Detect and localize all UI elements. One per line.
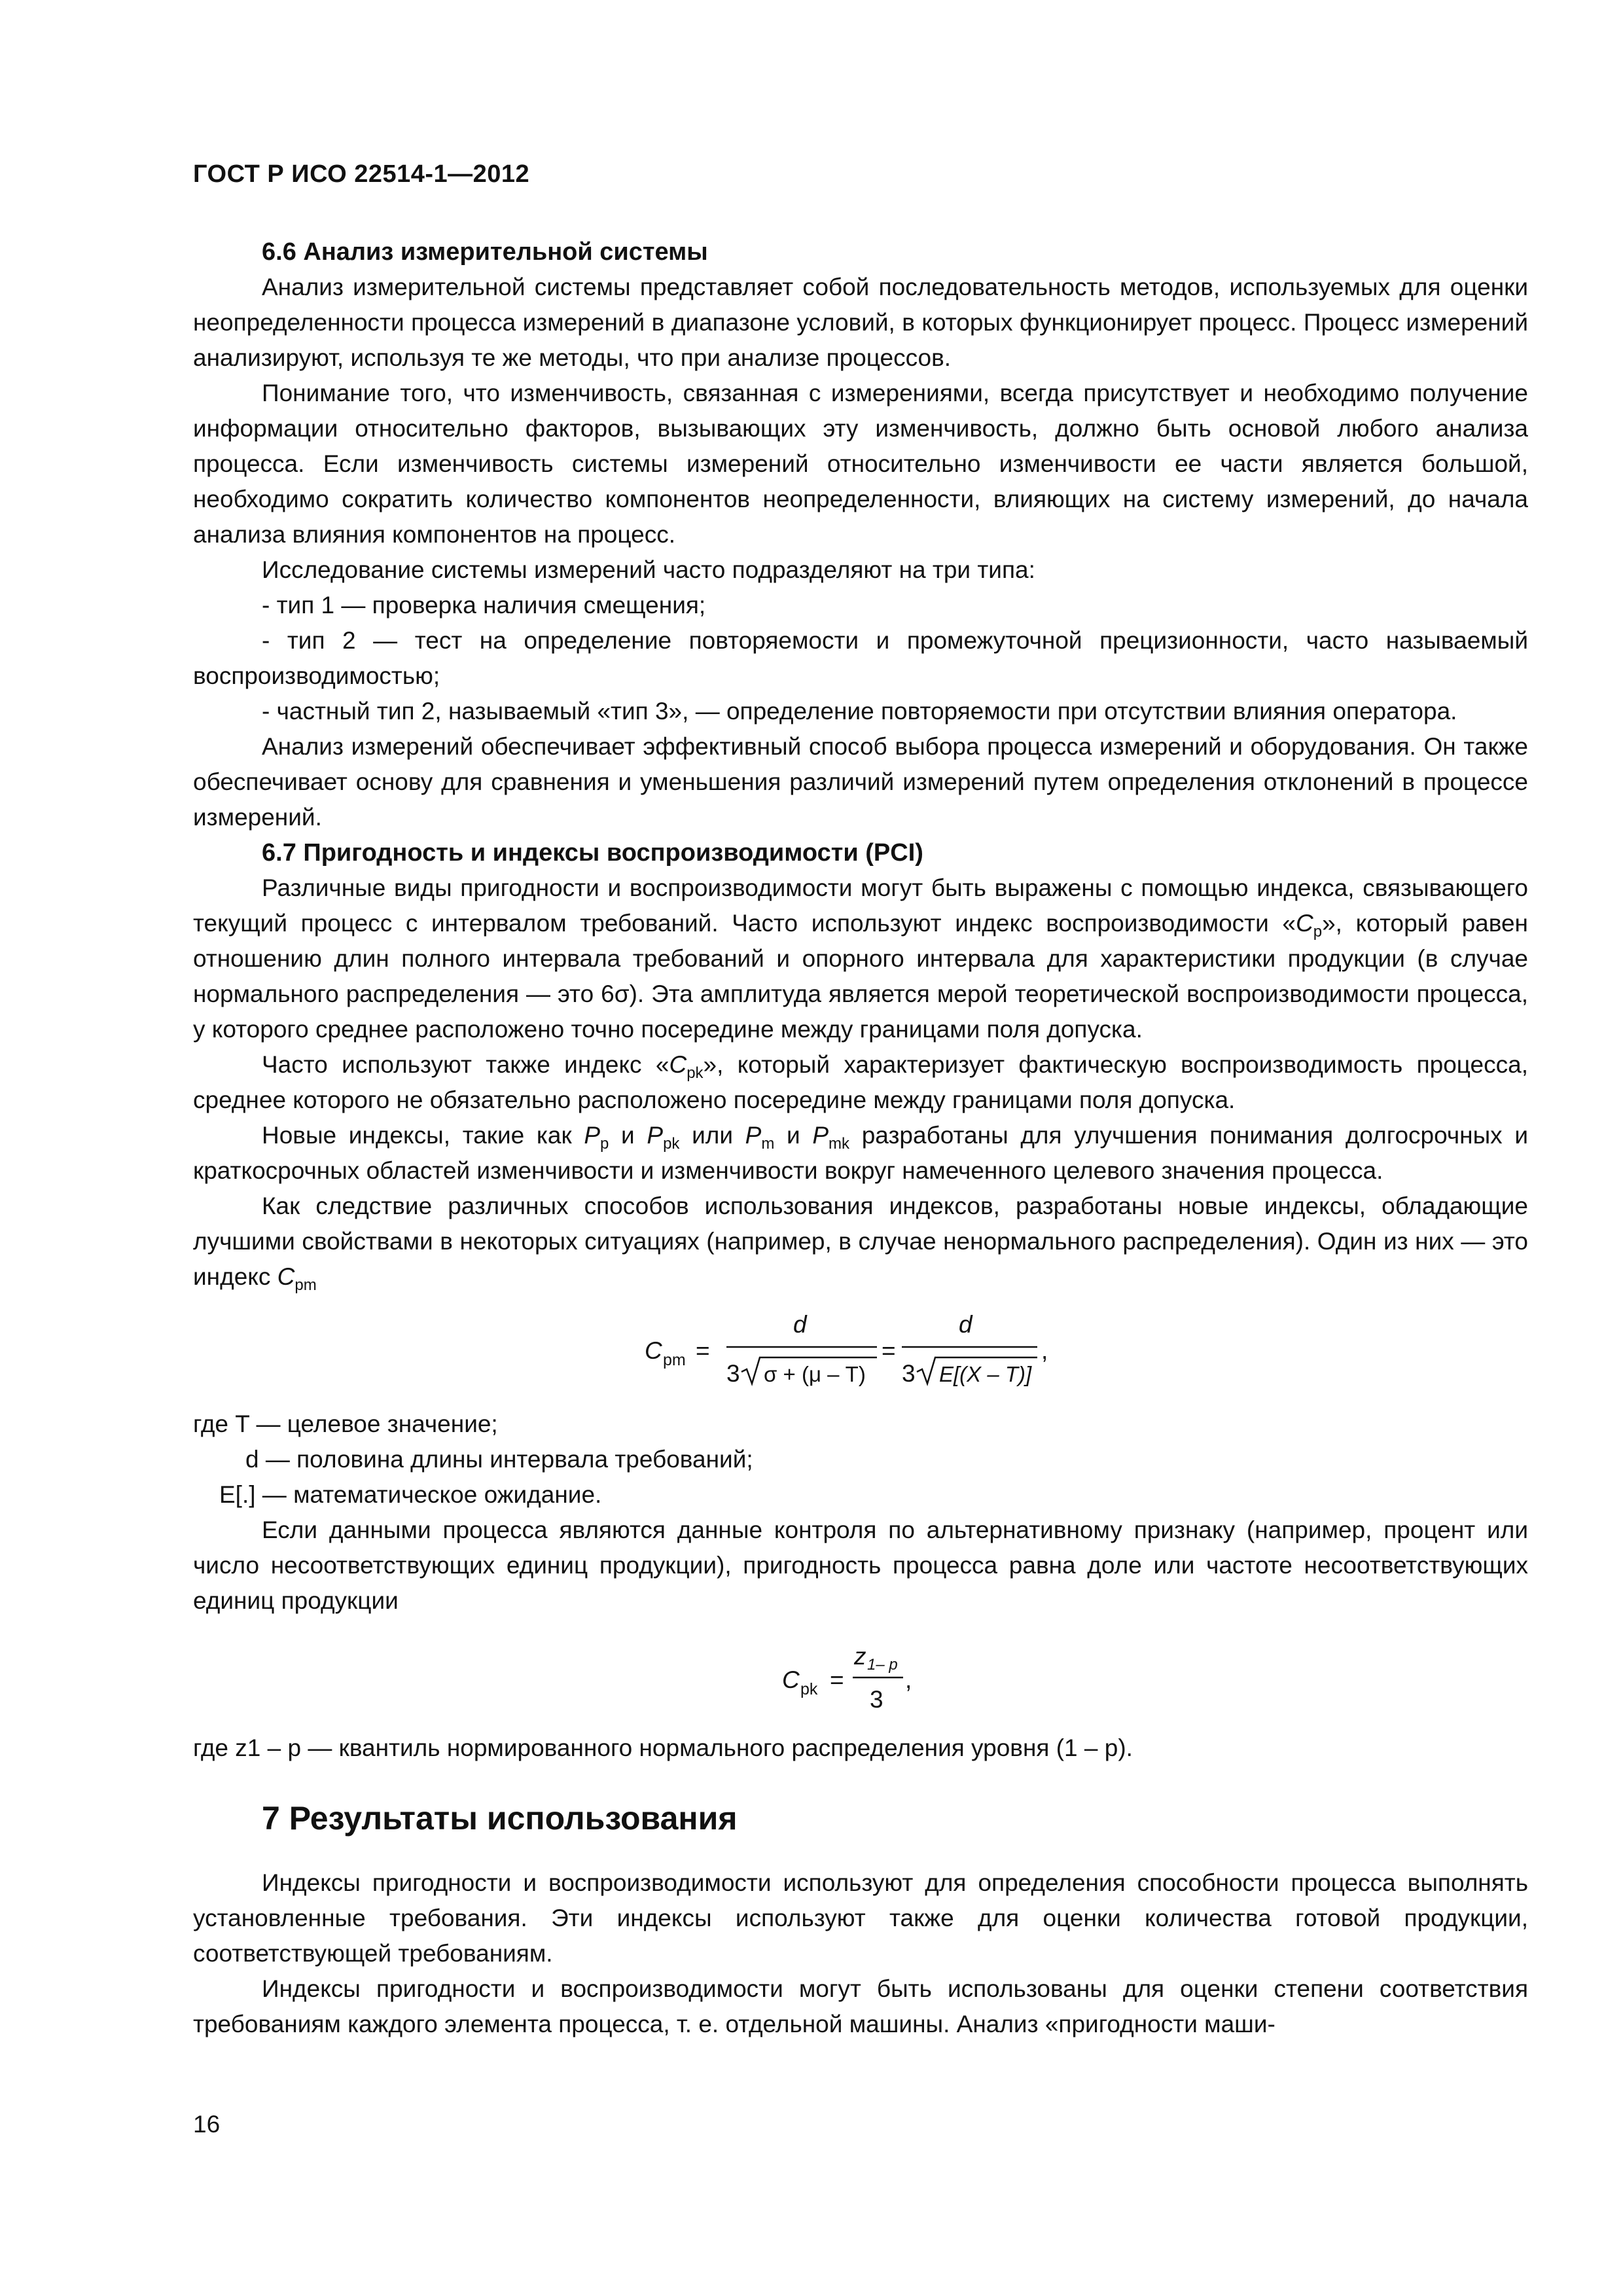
paragraph: Понимание того, что изменчивость, связанная с измерениями, всегда присутствует и необходимо получение информации относительно факторов, вызывающих эту изменчивость, должно быть основой любого анализа процесса. Если изменчивость системы измерений относительно изменчивости ее части является большой, необходимо сократить количество компонентов неопределенности, влияющих на систему измерений, до начала анализа влияния компонентов на процесс. <box>193 380 1528 548</box>
svg-text:σ + (μ – T): σ + (μ – T) <box>764 1362 866 1386</box>
definition-line: где z1 – p — квантиль нормированного нормального распределения уровня (1 – p). <box>193 1734 1133 1761</box>
paragraph: Индексы пригодности и воспроизводимости используют для определения способности процесса выполнять установленные требования. Эти индексы используют также для оценки количества готовой продукции, соответствующей требованиям. <box>193 1869 1528 1967</box>
svg-text:,: , <box>1041 1337 1048 1364</box>
definition-line: E[.] — математическое ожидание. <box>219 1481 602 1508</box>
paragraph: Индексы пригодности и воспроизводимости могут быть использованы для оценки степени соответствия требованиям каждого элемента процесса, т. е. отдельной машины. Анализ «пригодности маши- <box>193 1975 1528 2037</box>
svg-text:=: = <box>882 1337 896 1364</box>
paragraph: Различные виды пригодности и воспроизводимости могут быть выражены с помощью индекса, связывающего текущий процесс с интервалом требований. Часто используют индекс воспроизводимости «$C_p$», который равен отношению длин полного интервала требований и опорного интервала для характеристики продукции (в случае нормального распределения — это 6σ). Эта амплитуда является мерой теоретической воспроизводимости процесса, у которого среднее расположено точно посередине между границами поля допуска. <box>193 874 1528 1043</box>
svg-text:3: 3 <box>870 1686 883 1713</box>
formula-cpm-graphic <box>193 1306 1528 1395</box>
section-7-heading: 7 Результаты использования <box>262 1800 738 1837</box>
paragraph: Если данными процесса являются данные контроля по альтернативному признаку (например, процент или число несоответствующих единиц продукции), пригодность процесса равна доле или частоте несоответствующих единиц продукции <box>193 1516 1528 1614</box>
svg-text:C: C <box>782 1666 800 1693</box>
svg-text:3: 3 <box>726 1360 740 1387</box>
svg-text:E[(X – T)]: E[(X – T)] <box>939 1362 1032 1386</box>
paragraph: Анализ измерительной системы представляет собой последовательность методов, используемых для оценки неопределенности процесса измерений в диапазоне условий, в которых функционирует процесс. Процесс измерений анализируют, используя те же методы, что при анализе процессов. <box>193 274 1528 371</box>
definition-line: где T — целевое значение; <box>193 1410 498 1437</box>
document-header: ГОСТ Р ИСО 22514-1—2012 <box>193 160 530 188</box>
svg-text:=: = <box>696 1337 710 1364</box>
section-6-7-heading: 6.7 Пригодность и индексы воспроизводимости (PCI) <box>262 839 923 867</box>
paragraph: Исследование системы измерений часто подразделяют на три типа: <box>262 556 1035 583</box>
formula-cpm <box>193 1306 1528 1395</box>
paragraph: Анализ измерений обеспечивает эффективный способ выбора процесса измерений и оборудования. Он также обеспечивает основу для сравнения и уменьшения различий измерений путем определения отклонений в процессе измерений. <box>193 733 1528 831</box>
paragraph: Как следствие различных способов использования индексов, разработаны новые индексы, обладающие лучшими свойствами в некоторых ситуациях (например, в случае ненормального распределения). Один из них — это индекс $C_{pm}$ <box>193 1193 1528 1294</box>
document-page <box>193 160 1528 2042</box>
svg-text:d: d <box>959 1311 972 1338</box>
list-item: - тип 2 — тест на определение повторяемости и промежуточной прецизионности, часто называемый воспроизводимостью; <box>193 627 1528 689</box>
formula-cpk-graphic <box>193 1630 1528 1719</box>
definition-line: d — половина длины интервала требований; <box>245 1446 753 1473</box>
list-item: - частный тип 2, называемый «тип 3», — определение повторяемости при отсутствии влияния оператора. <box>262 698 1457 725</box>
list-item: - тип 1 — проверка наличия смещения; <box>262 592 706 619</box>
formula-cpk <box>193 1630 1528 1719</box>
page-number: 16 <box>193 2111 221 2138</box>
svg-text:C: C <box>645 1337 662 1364</box>
paragraph: Часто используют также индекс «$C_{pk}$», который характеризует фактическую воспроизводимость процесса, среднее которого не обязательно расположено посередине между границами поля допуска. <box>193 1051 1528 1113</box>
svg-text:1– p: 1– p <box>867 1656 898 1674</box>
definitions-block <box>193 1407 1528 1513</box>
svg-text:d: d <box>793 1311 807 1338</box>
svg-text:3: 3 <box>902 1360 916 1387</box>
svg-text:pm: pm <box>663 1351 686 1369</box>
paragraph: Новые индексы, такие как $P_p$ и $P_{pk}$ или $P_m$ и $P_{mk}$ разработаны для улучшения понимания долгосрочных и краткосрочных областей изменчивости и изменчивости вокруг намеченного целевого значения процесса. <box>193 1122 1529 1184</box>
svg-text:,: , <box>905 1666 912 1693</box>
svg-text:z: z <box>854 1643 866 1670</box>
svg-text:=: = <box>830 1666 844 1693</box>
section-6-6-heading: 6.6 Анализ измерительной системы <box>262 238 708 266</box>
svg-text:pk: pk <box>800 1680 818 1698</box>
